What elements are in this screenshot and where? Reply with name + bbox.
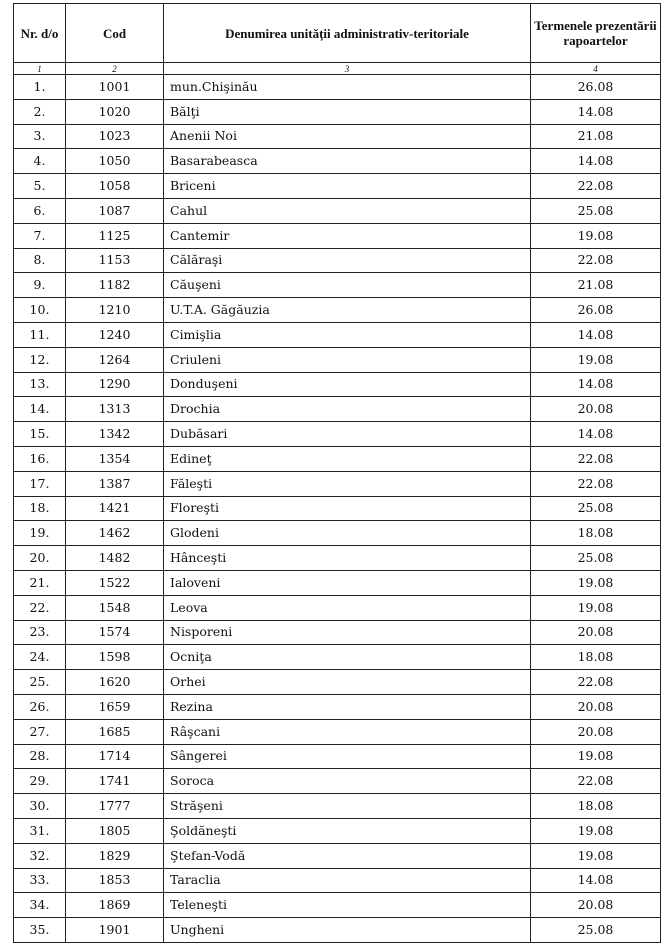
- table-row: [14, 75, 661, 100]
- row-code: 1853: [66, 868, 164, 893]
- row-deadline: 19.08: [531, 818, 661, 843]
- header-nr: Nr. d/o: [14, 4, 66, 63]
- row-deadline: 19.08: [531, 570, 661, 595]
- row-number: 23.: [14, 620, 66, 645]
- row-code: 1023: [66, 124, 164, 149]
- row-unit-name: Cantemir: [164, 223, 531, 248]
- row-deadline: 14.08: [531, 868, 661, 893]
- row-unit-name: Călăraşi: [164, 248, 531, 273]
- table-row: [14, 719, 661, 744]
- table-row: [14, 744, 661, 769]
- row-unit-name: Basarabeasca: [164, 149, 531, 174]
- row-deadline: 22.08: [531, 670, 661, 695]
- table-row: [14, 397, 661, 422]
- row-deadline: 22.08: [531, 769, 661, 794]
- row-number: 19.: [14, 521, 66, 546]
- table-row: [14, 471, 661, 496]
- table-row: [14, 149, 661, 174]
- table-row: [14, 670, 661, 695]
- table-header-row: [14, 4, 661, 63]
- row-deadline: 22.08: [531, 471, 661, 496]
- row-deadline: 19.08: [531, 595, 661, 620]
- row-number: 4.: [14, 149, 66, 174]
- row-number: 13.: [14, 372, 66, 397]
- row-deadline: 25.08: [531, 496, 661, 521]
- row-unit-name: Teleneşti: [164, 893, 531, 918]
- row-code: 1342: [66, 422, 164, 447]
- row-code: 1598: [66, 645, 164, 670]
- row-deadline: 19.08: [531, 843, 661, 868]
- row-number: 34.: [14, 893, 66, 918]
- table-row: [14, 620, 661, 645]
- row-deadline: 21.08: [531, 124, 661, 149]
- row-deadline: 26.08: [531, 298, 661, 323]
- table-row: [14, 521, 661, 546]
- table-row: [14, 893, 661, 918]
- row-code: 1482: [66, 546, 164, 571]
- row-number: 7.: [14, 223, 66, 248]
- row-unit-name: Făleşti: [164, 471, 531, 496]
- row-unit-name: Floreşti: [164, 496, 531, 521]
- row-unit-name: Şoldăneşti: [164, 818, 531, 843]
- row-code: 1153: [66, 248, 164, 273]
- row-number: 18.: [14, 496, 66, 521]
- table-row: [14, 446, 661, 471]
- row-unit-name: U.T.A. Găgăuzia: [164, 298, 531, 323]
- row-deadline: 20.08: [531, 397, 661, 422]
- row-code: 1354: [66, 446, 164, 471]
- column-number: 3: [164, 63, 531, 75]
- row-unit-name: Orhei: [164, 670, 531, 695]
- row-number: 35.: [14, 918, 66, 943]
- row-unit-name: Cimişlia: [164, 322, 531, 347]
- row-code: 1714: [66, 744, 164, 769]
- row-number: 1.: [14, 75, 66, 100]
- row-code: 1829: [66, 843, 164, 868]
- table-row: [14, 868, 661, 893]
- row-unit-name: Edineţ: [164, 446, 531, 471]
- row-number: 21.: [14, 570, 66, 595]
- table-row: [14, 843, 661, 868]
- row-number: 12.: [14, 347, 66, 372]
- row-number: 15.: [14, 422, 66, 447]
- table-row: [14, 372, 661, 397]
- row-number: 27.: [14, 719, 66, 744]
- row-number: 10.: [14, 298, 66, 323]
- table-row: [14, 769, 661, 794]
- table-row: [14, 645, 661, 670]
- row-deadline: 22.08: [531, 174, 661, 199]
- row-code: 1805: [66, 818, 164, 843]
- row-deadline: 25.08: [531, 918, 661, 943]
- column-number-row: [14, 63, 661, 75]
- table-row: [14, 298, 661, 323]
- header-deadline: Termenele prezentării rapoartelor: [531, 4, 661, 63]
- row-number: 25.: [14, 670, 66, 695]
- row-unit-name: Donduşeni: [164, 372, 531, 397]
- table-row: [14, 546, 661, 571]
- row-deadline: 14.08: [531, 322, 661, 347]
- row-number: 30.: [14, 794, 66, 819]
- table-row: [14, 223, 661, 248]
- row-unit-name: Dubăsari: [164, 422, 531, 447]
- row-number: 31.: [14, 818, 66, 843]
- row-deadline: 14.08: [531, 372, 661, 397]
- row-unit-name: Soroca: [164, 769, 531, 794]
- table-row: [14, 198, 661, 223]
- row-unit-name: Nisporeni: [164, 620, 531, 645]
- row-code: 1387: [66, 471, 164, 496]
- row-unit-name: Glodeni: [164, 521, 531, 546]
- table-row: [14, 794, 661, 819]
- row-unit-name: Cahul: [164, 198, 531, 223]
- row-code: 1125: [66, 223, 164, 248]
- row-unit-name: mun.Chişinău: [164, 75, 531, 100]
- row-number: 33.: [14, 868, 66, 893]
- row-deadline: 20.08: [531, 893, 661, 918]
- row-unit-name: Anenii Noi: [164, 124, 531, 149]
- row-number: 9.: [14, 273, 66, 298]
- row-unit-name: Hânceşti: [164, 546, 531, 571]
- row-deadline: 18.08: [531, 794, 661, 819]
- row-unit-name: Sângerei: [164, 744, 531, 769]
- table-row: [14, 595, 661, 620]
- row-deadline: 14.08: [531, 149, 661, 174]
- row-unit-name: Ştefan-Vodă: [164, 843, 531, 868]
- table-row: [14, 570, 661, 595]
- table-body: [14, 75, 661, 943]
- row-code: 1620: [66, 670, 164, 695]
- row-deadline: 18.08: [531, 645, 661, 670]
- row-deadline: 20.08: [531, 719, 661, 744]
- table-row: [14, 694, 661, 719]
- row-number: 20.: [14, 546, 66, 571]
- column-number: 4: [531, 63, 661, 75]
- row-number: 6.: [14, 198, 66, 223]
- table-row: [14, 174, 661, 199]
- row-deadline: 22.08: [531, 248, 661, 273]
- row-number: 11.: [14, 322, 66, 347]
- row-code: 1548: [66, 595, 164, 620]
- row-unit-name: Râşcani: [164, 719, 531, 744]
- row-unit-name: Briceni: [164, 174, 531, 199]
- row-code: 1182: [66, 273, 164, 298]
- row-code: 1050: [66, 149, 164, 174]
- table-row: [14, 818, 661, 843]
- row-deadline: 25.08: [531, 198, 661, 223]
- row-unit-name: Taraclia: [164, 868, 531, 893]
- row-code: 1777: [66, 794, 164, 819]
- row-number: 8.: [14, 248, 66, 273]
- row-code: 1058: [66, 174, 164, 199]
- row-unit-name: Căuşeni: [164, 273, 531, 298]
- row-code: 1210: [66, 298, 164, 323]
- header-cod: Cod: [66, 4, 164, 63]
- row-number: 29.: [14, 769, 66, 794]
- row-number: 3.: [14, 124, 66, 149]
- row-number: 17.: [14, 471, 66, 496]
- row-deadline: 20.08: [531, 620, 661, 645]
- report-deadlines-table: [13, 3, 661, 943]
- row-deadline: 21.08: [531, 273, 661, 298]
- table-row: [14, 347, 661, 372]
- row-code: 1240: [66, 322, 164, 347]
- table-row: [14, 273, 661, 298]
- row-number: 5.: [14, 174, 66, 199]
- row-code: 1869: [66, 893, 164, 918]
- row-code: 1421: [66, 496, 164, 521]
- table-row: [14, 124, 661, 149]
- header-unit-name: Denumirea unității administrativ-teritoriale: [164, 4, 531, 63]
- row-unit-name: Criuleni: [164, 347, 531, 372]
- row-deadline: 19.08: [531, 347, 661, 372]
- table-row: [14, 422, 661, 447]
- row-deadline: 26.08: [531, 75, 661, 100]
- row-number: 16.: [14, 446, 66, 471]
- row-code: 1522: [66, 570, 164, 595]
- row-deadline: 19.08: [531, 744, 661, 769]
- row-unit-name: Ungheni: [164, 918, 531, 943]
- column-number: 2: [66, 63, 164, 75]
- table-row: [14, 99, 661, 124]
- column-number: 1: [14, 63, 66, 75]
- row-number: 22.: [14, 595, 66, 620]
- table-row: [14, 918, 661, 943]
- row-deadline: 20.08: [531, 694, 661, 719]
- row-unit-name: Bălţi: [164, 99, 531, 124]
- table-row: [14, 496, 661, 521]
- row-code: 1087: [66, 198, 164, 223]
- row-deadline: 19.08: [531, 223, 661, 248]
- row-code: 1264: [66, 347, 164, 372]
- row-code: 1685: [66, 719, 164, 744]
- table-row: [14, 248, 661, 273]
- row-code: 1313: [66, 397, 164, 422]
- row-number: 24.: [14, 645, 66, 670]
- row-code: 1020: [66, 99, 164, 124]
- table-row: [14, 322, 661, 347]
- row-number: 28.: [14, 744, 66, 769]
- row-deadline: 25.08: [531, 546, 661, 571]
- row-unit-name: Ialoveni: [164, 570, 531, 595]
- row-unit-name: Rezina: [164, 694, 531, 719]
- row-unit-name: Ocniţa: [164, 645, 531, 670]
- row-unit-name: Leova: [164, 595, 531, 620]
- row-code: 1290: [66, 372, 164, 397]
- row-deadline: 14.08: [531, 99, 661, 124]
- row-code: 1001: [66, 75, 164, 100]
- row-code: 1901: [66, 918, 164, 943]
- row-number: 32.: [14, 843, 66, 868]
- row-number: 14.: [14, 397, 66, 422]
- row-deadline: 22.08: [531, 446, 661, 471]
- row-number: 26.: [14, 694, 66, 719]
- row-deadline: 18.08: [531, 521, 661, 546]
- row-unit-name: Drochia: [164, 397, 531, 422]
- row-number: 2.: [14, 99, 66, 124]
- row-deadline: 14.08: [531, 422, 661, 447]
- row-code: 1462: [66, 521, 164, 546]
- row-code: 1659: [66, 694, 164, 719]
- row-code: 1741: [66, 769, 164, 794]
- row-code: 1574: [66, 620, 164, 645]
- row-unit-name: Străşeni: [164, 794, 531, 819]
